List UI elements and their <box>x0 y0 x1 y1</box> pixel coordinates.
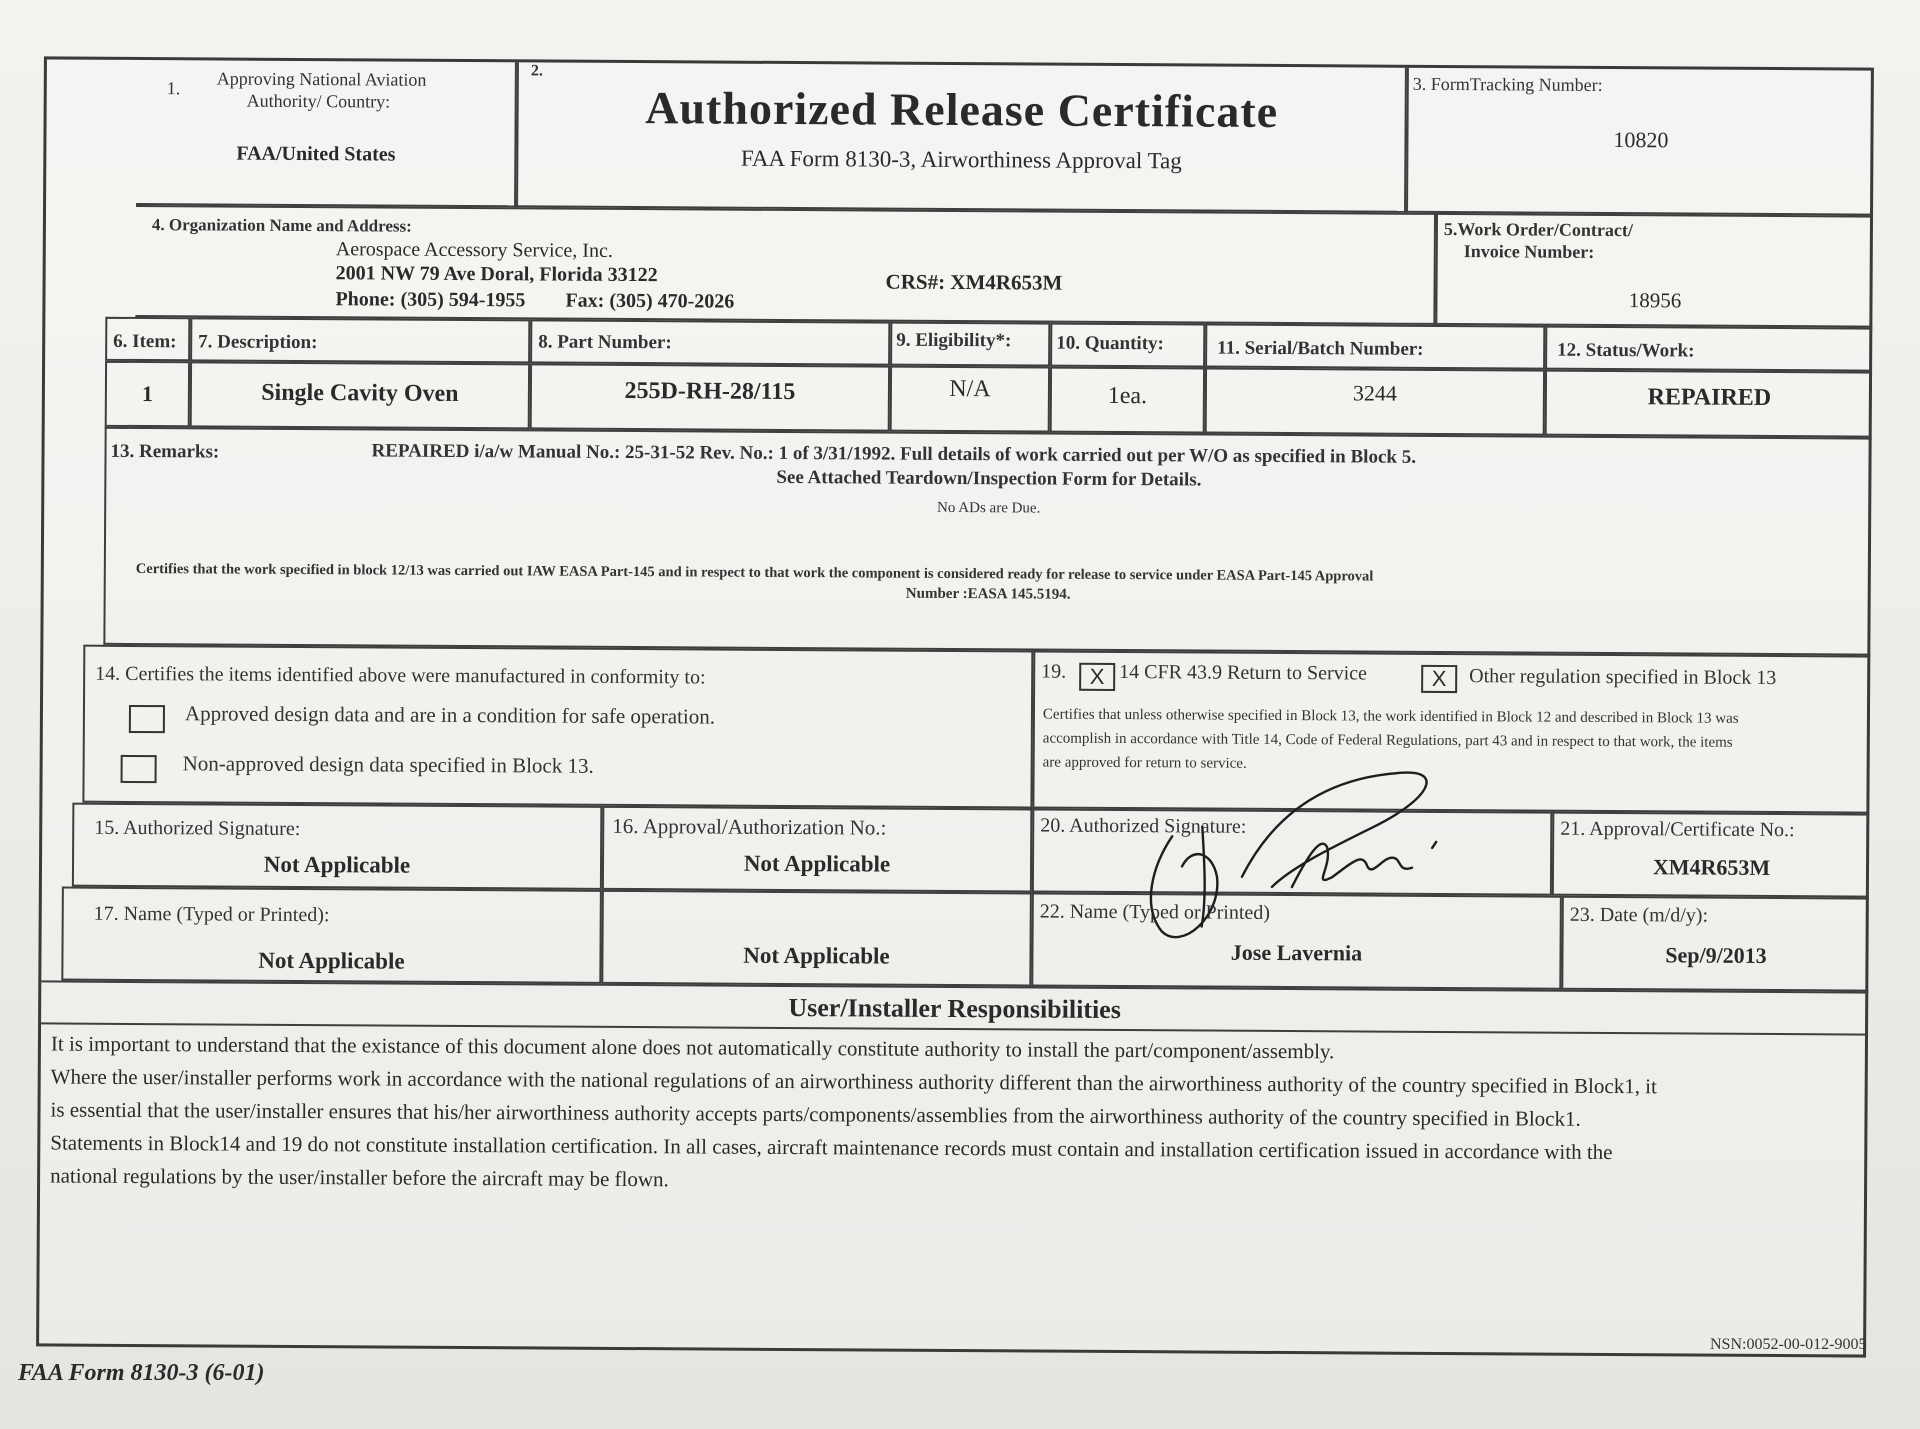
part-number: 255D-RH-28/115 <box>624 377 796 406</box>
non-approved-design-checkbox[interactable] <box>121 755 157 783</box>
block-21-label: 21. Approval/Certificate No.: <box>1560 817 1795 842</box>
status-cell <box>1545 370 1872 438</box>
block-1-label: Approving National Aviation <box>216 68 427 90</box>
item-number: 1 <box>141 381 153 407</box>
header-part-number: 8. Part Number: <box>530 319 890 365</box>
header-quantity: 10. Quantity: <box>1050 323 1205 368</box>
block-15-value: Not Applicable <box>263 851 411 878</box>
responsibilities-title: User/Installer Responsibilities <box>788 992 1121 1025</box>
printed-name: Jose Lavernia <box>1230 939 1363 966</box>
quantity-value: 1ea. <box>1107 382 1148 410</box>
block-1-number: 1. <box>166 78 181 99</box>
header-description: 7. Description: <box>190 317 530 363</box>
block-18-value: Not Applicable <box>743 942 890 969</box>
organization-phone: Phone: (305) 594-1955 <box>335 288 526 312</box>
block-17-value: Not Applicable <box>258 947 405 974</box>
block-14-conformity <box>82 645 1033 809</box>
block-19-text-1: Certifies that unless otherwise specified in Block 13, the work identified in Block 12 and described in Block 13 was <box>1042 706 1739 727</box>
header-eligibility: 9. Eligibility*: <box>890 322 1050 367</box>
block-19-number: 19. <box>1041 660 1067 683</box>
part-number-cell <box>530 363 890 431</box>
block-17-label: 17. Name (Typed or Printed): <box>93 902 330 927</box>
block-19-text-3: are approved for return to service. <box>1042 754 1247 772</box>
form-identifier: FAA Form 8130-3 (6-01) <box>18 1360 265 1386</box>
header-status: 12. Status/Work: <box>1545 326 1872 372</box>
block-13-label: 13. Remarks: <box>110 440 220 463</box>
block-19-text-2: accomplish in accordance with Title 14, Code of Federal Regulations, part 43 and in respect to that work, the items <box>1042 730 1733 751</box>
block-3-label: 3. FormTracking Number: <box>1412 73 1603 95</box>
organization-fax: Fax: (305) 470-2026 <box>565 289 735 313</box>
block-2-number: 2. <box>530 62 543 80</box>
block-5-label-2: Invoice Number: <box>1463 241 1595 262</box>
block-18 <box>601 890 1032 987</box>
block-23-date <box>1561 896 1869 992</box>
nsn-number: NSN:0052-00-012-9005 <box>1710 1336 1867 1353</box>
block-2-title <box>516 62 1407 212</box>
status-value: REPAIRED <box>1647 384 1772 411</box>
block-13-remarks <box>103 427 1871 656</box>
block-4-organization <box>135 205 1436 325</box>
responsibilities-paragraph-5: national regulations by the user/installer before the aircraft may be flown. <box>50 1163 669 1192</box>
cfr-43-9-label: 14 CFR 43.9 Return to Service <box>1119 661 1368 685</box>
certificate-number: XM4R653M <box>1652 854 1771 880</box>
responsibilities-paragraph-2: Where the user/installer performs work in accordance with the national regulations of an airworthiness authority different than the airworthiness authority of the country specified in Block1, it <box>50 1064 1657 1099</box>
authorized-release-certificate-form <box>36 56 1874 1357</box>
organization-address: 2001 NW 79 Ave Doral, Florida 33122 <box>335 262 658 287</box>
block-1-value: FAA/United States <box>236 142 396 166</box>
handwritten-signature <box>1111 756 1532 959</box>
approved-design-label: Approved design data and are in a condition for safe operation. <box>184 701 716 729</box>
header-item: 6. Item: <box>105 317 190 362</box>
block-3-tracking <box>1406 68 1874 216</box>
block-16-approval-number <box>602 806 1033 893</box>
crs-number: CRS#: XM4R653M <box>885 269 1063 295</box>
remarks-line-5: Number :EASA 145.5194. <box>905 585 1071 603</box>
item-description: Single Cavity Oven <box>261 379 459 407</box>
non-approved-design-label: Non-approved design data specified in Block 13. <box>182 751 594 778</box>
block-20-label: 20. Authorized Signature: <box>1040 814 1247 838</box>
tracking-number: 10820 <box>1613 127 1669 153</box>
block-16-value: Not Applicable <box>743 850 891 877</box>
block-17-name <box>61 887 602 984</box>
other-regulation-checkbox[interactable]: X <box>1421 665 1457 693</box>
release-date: Sep/9/2013 <box>1665 942 1767 968</box>
quantity-cell <box>1050 367 1205 434</box>
approved-design-checkbox[interactable] <box>129 705 165 733</box>
responsibilities-text <box>40 1027 1868 1228</box>
certificate-subtitle: FAA Form 8130-3, Airworthiness Approval Tag <box>740 145 1182 174</box>
block-5-work-order <box>1435 213 1873 328</box>
cfr-43-9-checkbox[interactable]: X <box>1079 663 1115 691</box>
block-1-authority <box>136 60 517 207</box>
remarks-line-1: REPAIRED i/a/w Manual No.: 25-31-52 Rev. No.: 1 of 3/31/1992. Full details of work carried out per W/O as specified in Block 5. <box>371 440 1417 468</box>
block-15-authorized-signature <box>72 803 603 890</box>
block-5-label: 5.Work Order/Contract/ <box>1443 218 1633 241</box>
organization-name: Aerospace Accessory Service, Inc. <box>335 238 613 262</box>
remarks-line-2: See Attached Teardown/Inspection Form for Details. <box>776 466 1202 491</box>
serial-cell <box>1205 368 1545 436</box>
responsibilities-paragraph-1: It is important to understand that the existance of this document alone does not automatically constitute authority to install the part/component/assembly. <box>50 1031 1335 1064</box>
serial-value: 3244 <box>1352 380 1398 406</box>
header-serial: 11. Serial/Batch Number: <box>1205 324 1545 370</box>
block-4-label: 4. Organization Name and Address: <box>151 215 412 236</box>
block-14-label: 14. Certifies the items identified above were manufactured in conformity to: <box>95 662 706 689</box>
block-23-label: 23. Date (m/d/y): <box>1569 903 1709 927</box>
block-1-label-2: Authority/ Country: <box>246 90 391 112</box>
responsibilities-paragraph-3: is essential that the user/installer ensures that his/her airworthiness authority accepts parts/components/assemblies from the airworthiness authority of the country specified in Block1. <box>50 1097 1581 1131</box>
item-number-cell <box>105 361 190 428</box>
remarks-line-3: No ADs are Due. <box>937 499 1041 517</box>
remarks-line-4: Certifies that the work specified in block 12/13 was carried out IAW EASA Part-145 and in respect to that work the component is considered ready for release to service under EASA Part-145 Approval <box>135 560 1374 585</box>
eligibility-cell <box>890 366 1050 433</box>
block-16-label: 16. Approval/Authorization No.: <box>612 813 887 840</box>
eligibility-value: N/A <box>949 375 991 403</box>
work-order-number: 18956 <box>1628 288 1682 313</box>
item-description-cell <box>190 361 530 429</box>
certificate-title: Authorized Release Certificate <box>645 82 1279 137</box>
block-22-label: 22. Name (Typed or Printed) <box>1039 900 1271 924</box>
block-21-certificate-number <box>1552 812 1870 898</box>
responsibilities-paragraph-4: Statements in Block14 and 19 do not constitute installation certification. In all cases, aircraft maintenance records must contain and installation certification issued in accordance with the <box>50 1130 1613 1165</box>
block-15-label: 15. Authorized Signature: <box>94 816 301 841</box>
other-regulation-label: Other regulation specified in Block 13 <box>1469 665 1777 690</box>
